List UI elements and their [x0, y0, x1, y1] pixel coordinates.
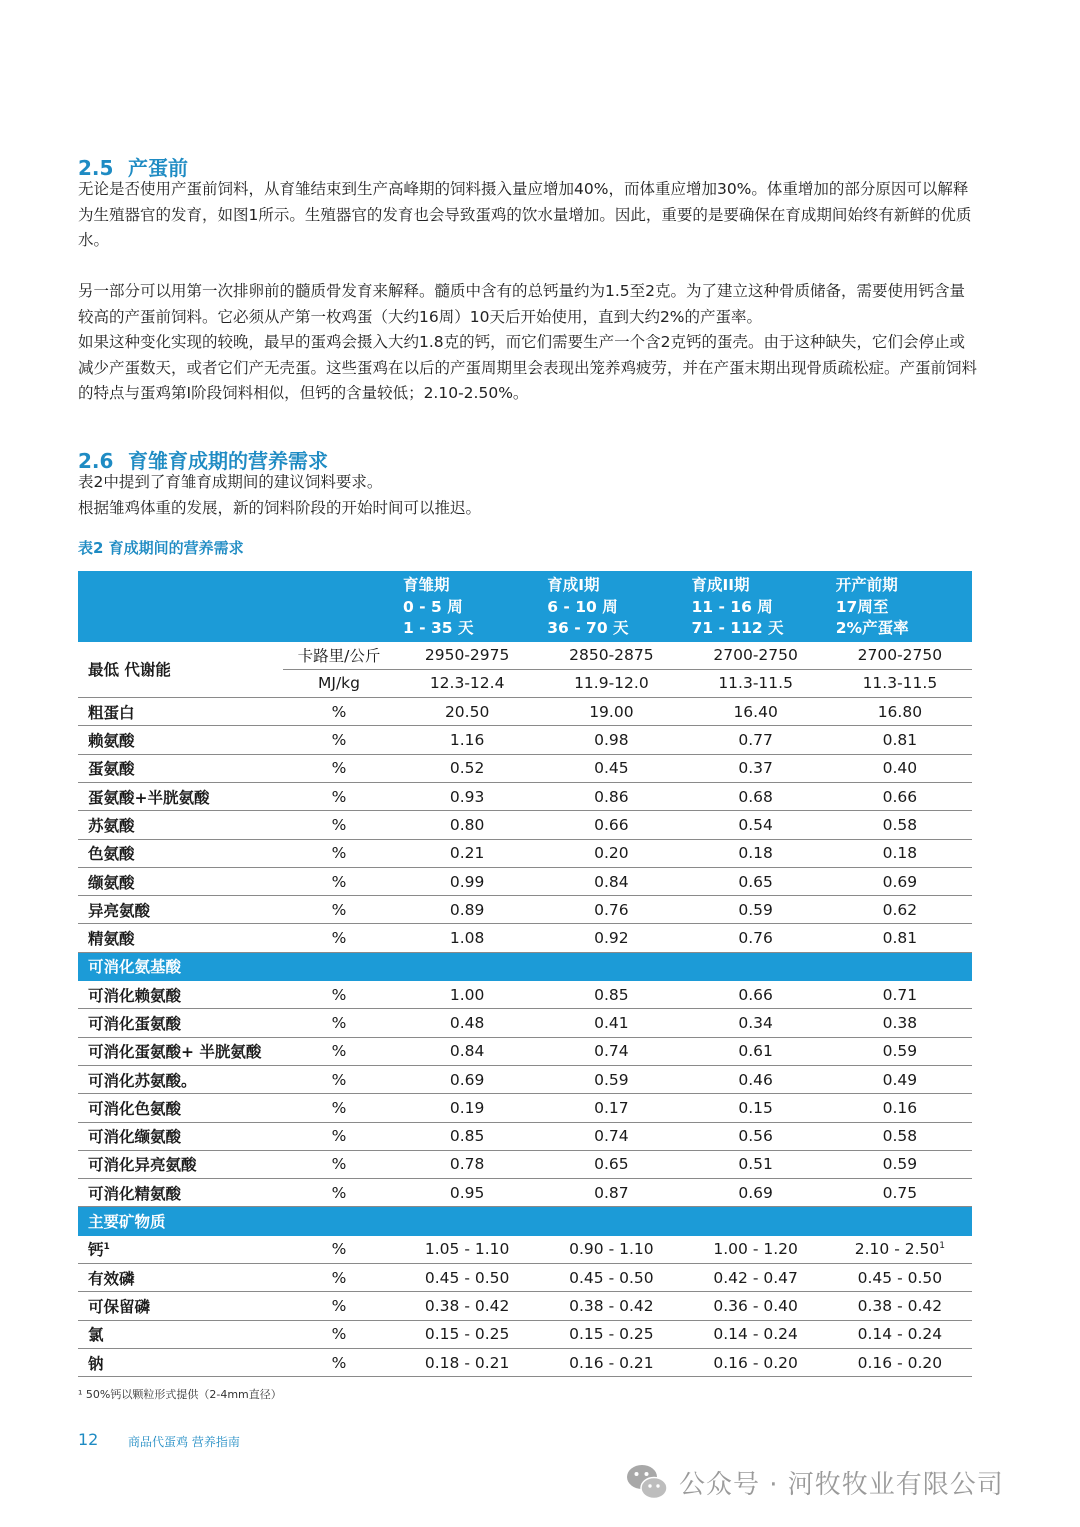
nutrition-table [78, 571, 972, 1377]
value-cell: 0.36 - 0.40 [684, 1292, 828, 1320]
value-cell: 1.00 [395, 981, 539, 1009]
unit-cell: % [283, 1150, 395, 1178]
value-cell: 0.14 - 0.24 [828, 1320, 972, 1348]
value-cell: 0.71 [828, 981, 972, 1009]
value-cell: 0.93 [395, 782, 539, 810]
value-cell: 11.3-11.5 [828, 669, 972, 697]
value-cell: 0.45 - 0.50 [828, 1264, 972, 1292]
unit-cell: % [283, 1009, 395, 1037]
row-name: 钠 [78, 1348, 283, 1376]
unit-cell: % [283, 839, 395, 867]
value-cell: 12.3-12.4 [395, 669, 539, 697]
unit-cell: % [283, 1179, 395, 1207]
table-row [78, 1009, 972, 1037]
value-cell: 0.45 [539, 754, 683, 782]
table-row [78, 811, 972, 839]
unit-cell: % [283, 1348, 395, 1376]
value-cell: 1.05 - 1.10 [395, 1235, 539, 1263]
value-cell: 0.58 [828, 811, 972, 839]
group-header-label: 主要矿物质 [78, 1207, 972, 1235]
value-cell: 19.00 [539, 698, 683, 726]
value-cell [828, 1235, 972, 1263]
footnote-marker: 1 [103, 1242, 110, 1253]
header-col-2: 育成I期 6 - 10 周 36 - 70 天 [539, 571, 683, 642]
value-cell: 0.81 [828, 924, 972, 952]
unit-cell: % [283, 924, 395, 952]
row-name: 苏氨酸 [78, 811, 283, 839]
value-cell: 0.99 [395, 867, 539, 895]
unit-cell: % [283, 867, 395, 895]
unit-cell: % [283, 1094, 395, 1122]
unit-cell: % [283, 1037, 395, 1065]
value-cell: 0.45 - 0.50 [539, 1264, 683, 1292]
table-row [78, 1037, 972, 1065]
value-cell: 0.98 [539, 726, 683, 754]
unit-cell: MJ/kg [283, 669, 395, 697]
value-cell: 0.84 [395, 1037, 539, 1065]
value-cell: 11.3-11.5 [684, 669, 828, 697]
group-header-digestible [78, 952, 972, 980]
value-cell: 0.62 [828, 896, 972, 924]
value-cell: 0.54 [684, 811, 828, 839]
value-cell: 0.78 [395, 1150, 539, 1178]
table-row [78, 896, 972, 924]
section-title-text: 育雏育成期的营养需求 [128, 449, 328, 473]
row-name: 异亮氨酸 [78, 896, 283, 924]
table-row [78, 981, 972, 1009]
value-cell: 2950-2975 [395, 642, 539, 670]
row-name: 可消化赖氨酸 [78, 981, 283, 1009]
value-cell: 11.9-12.0 [539, 669, 683, 697]
row-name: 赖氨酸 [78, 726, 283, 754]
unit-cell: % [283, 754, 395, 782]
value-cell: 0.59 [539, 1065, 683, 1093]
value-cell: 0.66 [828, 782, 972, 810]
value-cell: 0.18 - 0.21 [395, 1348, 539, 1376]
unit-cell: % [283, 1292, 395, 1320]
table-row [78, 1292, 972, 1320]
watermark [625, 1460, 1004, 1504]
row-name: 粗蛋白 [78, 698, 283, 726]
row-name: 可消化色氨酸 [78, 1094, 283, 1122]
value-cell: 0.65 [539, 1150, 683, 1178]
value-cell: 0.52 [395, 754, 539, 782]
unit-cell: % [283, 1320, 395, 1348]
row-name: 可消化蛋氨酸 [78, 1009, 283, 1037]
value-cell: 2850-2875 [539, 642, 683, 670]
value-cell: 0.19 [395, 1094, 539, 1122]
value-cell: 0.87 [539, 1179, 683, 1207]
table-row [78, 1320, 972, 1348]
value-cell: 0.69 [684, 1179, 828, 1207]
value-cell: 0.84 [539, 867, 683, 895]
value-cell: 20.50 [395, 698, 539, 726]
group-header-minerals [78, 1207, 972, 1235]
row-name [78, 1235, 283, 1263]
value-cell: 0.80 [395, 811, 539, 839]
value-cell: 16.80 [828, 698, 972, 726]
value-cell: 0.81 [828, 726, 972, 754]
row-name: 色氨酸 [78, 839, 283, 867]
row-name: 可保留磷 [78, 1292, 283, 1320]
value-cell: 0.69 [828, 867, 972, 895]
group-header-label: 可消化氨基酸 [78, 952, 972, 980]
value-cell: 0.40 [828, 754, 972, 782]
unit-cell: % [283, 1235, 395, 1263]
value-cell: 0.75 [828, 1179, 972, 1207]
wechat-icon [625, 1462, 669, 1502]
value-cell: 0.76 [539, 896, 683, 924]
value-cell: 0.85 [395, 1122, 539, 1150]
value-cell: 0.68 [684, 782, 828, 810]
value-cell: 0.38 - 0.42 [539, 1292, 683, 1320]
value-cell: 0.65 [684, 867, 828, 895]
row-name: 可消化缬氨酸 [78, 1122, 283, 1150]
footnote-marker: 1 [939, 1241, 945, 1252]
value-cell: 1.00 - 1.20 [684, 1235, 828, 1263]
header-col-3: 育成II期 11 - 16 周 71 - 112 天 [684, 571, 828, 642]
table-row [78, 839, 972, 867]
row-name: 缬氨酸 [78, 867, 283, 895]
table-row [78, 782, 972, 810]
paragraph-pre-lay-1: 无论是否使用产蛋前饲料，从育雏结束到生产高峰期的饲料摄入量应增加40%，而体重应增加30%。体重增加的部分原因可以解释为生殖器官的发育，如图1所示。生殖器官的发育也会导致蛋鸡的饮水量增加。因此，重要的是要确保在育成期间始终有新鲜的优质水。 [78, 180, 972, 249]
row-name: 精氨酸 [78, 924, 283, 952]
row-name-text: 钙 [88, 1241, 104, 1260]
value-text: 2.10 - 2.50 [854, 1240, 940, 1259]
row-name: 可消化蛋氨酸+ 半胱氨酸 [78, 1037, 283, 1065]
value-cell: 0.16 - 0.21 [539, 1348, 683, 1376]
value-cell: 0.61 [684, 1037, 828, 1065]
row-name: 有效磷 [78, 1264, 283, 1292]
value-cell: 0.18 [828, 839, 972, 867]
value-cell: 0.17 [539, 1094, 683, 1122]
value-cell: 0.77 [684, 726, 828, 754]
unit-cell: % [283, 811, 395, 839]
value-cell: 0.49 [828, 1065, 972, 1093]
table-row [78, 1179, 972, 1207]
value-cell: 0.59 [684, 896, 828, 924]
value-cell: 0.69 [395, 1065, 539, 1093]
value-cell: 0.34 [684, 1009, 828, 1037]
value-cell: 0.92 [539, 924, 683, 952]
table-row-energy-kcal [78, 642, 972, 670]
row-name: 蛋氨酸+半胱氨酸 [78, 782, 283, 810]
row-name: 可消化苏氨酸。 [78, 1065, 283, 1093]
value-cell: 0.42 - 0.47 [684, 1264, 828, 1292]
table-row [78, 1264, 972, 1292]
value-cell: 0.86 [539, 782, 683, 810]
value-cell: 1.16 [395, 726, 539, 754]
header-empty [78, 571, 395, 642]
value-cell: 0.85 [539, 981, 683, 1009]
unit-cell: % [283, 1122, 395, 1150]
value-cell: 0.16 [828, 1094, 972, 1122]
table-row [78, 1348, 972, 1376]
row-name: 蛋氨酸 [78, 754, 283, 782]
value-cell: 2700-2750 [828, 642, 972, 670]
row-name-energy: 最低 代谢能 [78, 642, 283, 698]
value-cell: 0.56 [684, 1122, 828, 1150]
value-cell: 1.08 [395, 924, 539, 952]
value-cell: 0.38 - 0.42 [828, 1292, 972, 1320]
value-cell: 0.18 [684, 839, 828, 867]
value-cell: 0.14 - 0.24 [684, 1320, 828, 1348]
table-row [78, 726, 972, 754]
unit-cell: 卡路里/公斤 [283, 642, 395, 670]
header-col-4: 开产前期 17周至 2%产蛋率 [828, 571, 972, 642]
value-cell: 0.15 - 0.25 [539, 1320, 683, 1348]
row-name: 氯 [78, 1320, 283, 1348]
value-cell: 0.59 [828, 1150, 972, 1178]
value-cell: 0.20 [539, 839, 683, 867]
value-cell: 0.90 - 1.10 [539, 1235, 683, 1263]
table-row [78, 754, 972, 782]
unit-cell: % [283, 896, 395, 924]
table-caption: 表2 育成期间的营养需求 [78, 539, 244, 557]
value-cell: 0.76 [684, 924, 828, 952]
paragraph-rearing-2: 根据雏鸡体重的发展，新的饲料阶段的开始时间可以推迟。 [78, 499, 482, 517]
value-cell: 0.74 [539, 1037, 683, 1065]
value-cell: 2700-2750 [684, 642, 828, 670]
unit-cell: % [283, 782, 395, 810]
footnote: ¹ 50%钙以颗粒形式提供（2-4mm直径） [78, 1388, 282, 1401]
header-col-1: 育雏期 0 - 5 周 1 - 35 天 [395, 571, 539, 642]
paragraph-pre-lay-3: 如果这种变化实现的较晚，最早的蛋鸡会摄入大约1.8克的钙，而它们需要生产一个含2克钙的蛋壳。由于这种缺失，它们会停止或减少产蛋数天，或者它们产无壳蛋。这些蛋鸡在以后的产蛋周期里会表现出笼养鸡疲劳，并在产蛋末期出现骨质疏松症。产蛋前饲料的特点与蛋鸡第I阶段饲料相似，但钙的含量较低；2.10-2.50%。 [78, 333, 978, 402]
value-cell: 0.59 [828, 1037, 972, 1065]
section-number: 2.6 [78, 449, 114, 473]
table-row [78, 924, 972, 952]
value-cell: 0.89 [395, 896, 539, 924]
value-cell: 0.45 - 0.50 [395, 1264, 539, 1292]
table-row [78, 1150, 972, 1178]
value-cell: 0.15 - 0.25 [395, 1320, 539, 1348]
table-row [78, 867, 972, 895]
value-cell: 0.48 [395, 1009, 539, 1037]
value-cell: 0.95 [395, 1179, 539, 1207]
value-cell: 0.66 [684, 981, 828, 1009]
paragraph-pre-lay-2: 另一部分可以用第一次排卵前的髓质骨发育来解释。髓质中含有的总钙量约为1.5至2克。为了建立这种骨质储备，需要使用钙含量较高的产蛋前饲料。它必须从产第一枚鸡蛋（大约16周）10天后开始使用，直到大约2%的产蛋率。 [78, 282, 966, 326]
value-cell: 0.38 - 0.42 [395, 1292, 539, 1320]
value-cell: 0.37 [684, 754, 828, 782]
section-number: 2.5 [78, 156, 114, 180]
unit-cell: % [283, 981, 395, 1009]
watermark-text: 公众号 · 河牧牧业有限公司 [679, 1469, 1004, 1500]
value-cell: 0.41 [539, 1009, 683, 1037]
value-cell: 0.16 - 0.20 [684, 1348, 828, 1376]
value-cell: 0.51 [684, 1150, 828, 1178]
value-cell: 0.38 [828, 1009, 972, 1037]
value-cell: 0.46 [684, 1065, 828, 1093]
table-row [78, 698, 972, 726]
unit-cell: % [283, 698, 395, 726]
value-cell: 0.16 - 0.20 [828, 1348, 972, 1376]
table-row-calcium [78, 1235, 972, 1263]
paragraph-rearing-1: 表2中提到了育雏育成期间的建议饲料要求。 [78, 473, 383, 491]
table-row [78, 1065, 972, 1093]
value-cell: 0.66 [539, 811, 683, 839]
value-cell: 0.74 [539, 1122, 683, 1150]
value-cell: 0.21 [395, 839, 539, 867]
footer-doc-title: 商品代蛋鸡 营养指南 [128, 1435, 240, 1449]
row-name: 可消化精氨酸 [78, 1179, 283, 1207]
page-number: 12 [78, 1430, 99, 1449]
row-name: 可消化异亮氨酸 [78, 1150, 283, 1178]
unit-cell: % [283, 1264, 395, 1292]
section-title-text: 产蛋前 [128, 156, 188, 180]
unit-cell: % [283, 726, 395, 754]
table-row [78, 1094, 972, 1122]
unit-cell: % [283, 1065, 395, 1093]
table-row [78, 1122, 972, 1150]
table-header-row [78, 571, 972, 642]
value-cell: 16.40 [684, 698, 828, 726]
value-cell: 0.58 [828, 1122, 972, 1150]
value-cell: 0.15 [684, 1094, 828, 1122]
